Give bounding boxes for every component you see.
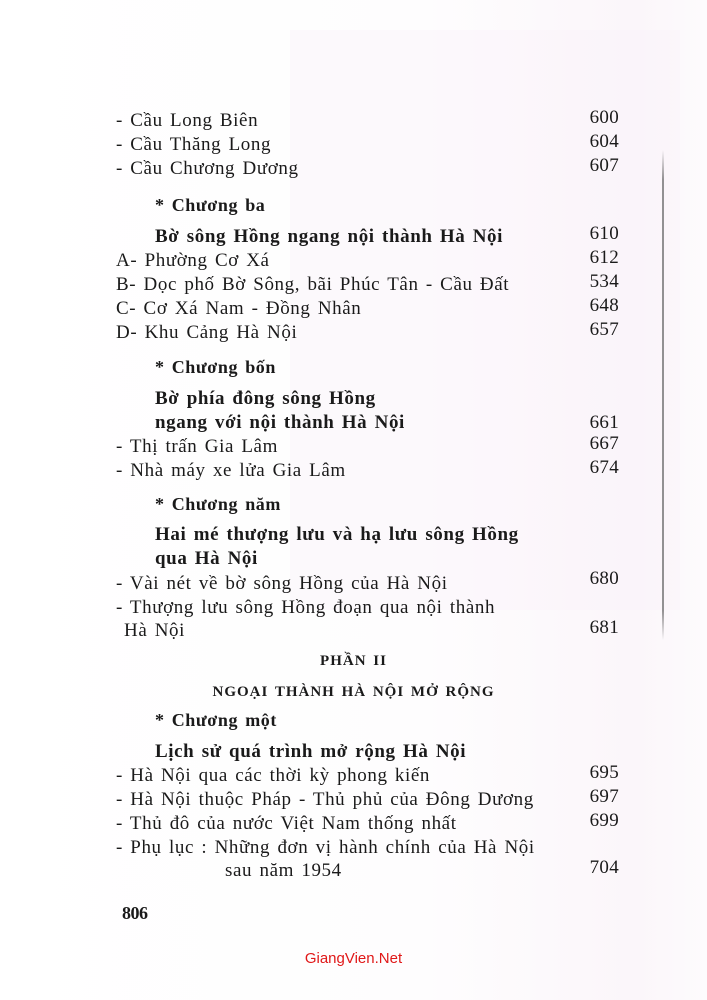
page-number: 806 bbox=[122, 903, 148, 923]
toc-entry-text: - Vài nét về bờ sông Hồng của Hà Nội bbox=[116, 573, 448, 594]
chapter-label: * Chương ba bbox=[155, 195, 266, 215]
toc-entry-text: - Cầu Chương Dương bbox=[116, 158, 299, 179]
toc-entry-text: - Hà Nội thuộc Pháp - Thủ phủ của Đông Dương bbox=[116, 789, 534, 810]
toc-entry-page: 667 bbox=[589, 433, 619, 454]
watermark-link[interactable]: GiangVien.Net bbox=[304, 950, 403, 967]
toc-entry-page: 604 bbox=[589, 131, 619, 152]
chapter-label: * Chương năm bbox=[155, 494, 281, 514]
toc-entry-text: - Thị trấn Gia Lâm bbox=[116, 436, 278, 457]
scan-bleed-through bbox=[290, 30, 680, 610]
toc-entry-page: 612 bbox=[589, 247, 619, 268]
toc-entry-page: 704 bbox=[589, 857, 619, 878]
toc-entry-text-line2: sau năm 1954 bbox=[225, 860, 342, 881]
chapter-title-page: 610 bbox=[589, 223, 619, 244]
toc-entry-text: - Nhà máy xe lửa Gia Lâm bbox=[116, 460, 346, 481]
chapter-title-line1: Bờ phía đông sông Hồng bbox=[155, 388, 376, 409]
toc-entry-page: 680 bbox=[589, 568, 619, 589]
toc-entry-text-line2: Hà Nội bbox=[124, 620, 186, 641]
chapter-title-line2: qua Hà Nội bbox=[155, 548, 258, 569]
chapter-label: * Chương một bbox=[155, 710, 277, 730]
toc-entry-text: D- Khu Cảng Hà Nội bbox=[116, 322, 298, 343]
toc-entry-page: 681 bbox=[589, 617, 619, 638]
toc-entry-text: A- Phường Cơ Xá bbox=[116, 250, 270, 271]
toc-entry-page: 674 bbox=[589, 457, 619, 478]
chapter-title-line2: ngang với nội thành Hà Nội bbox=[155, 412, 405, 433]
toc-entry-text: B- Dọc phố Bờ Sông, bãi Phúc Tân - Cầu Đất bbox=[116, 274, 510, 295]
toc-entry-text: - Hà Nội qua các thời kỳ phong kiến bbox=[116, 765, 431, 786]
toc-entry-page: 697 bbox=[589, 786, 619, 807]
toc-entry-text: - Thủ đô của nước Việt Nam thống nhất bbox=[116, 813, 457, 834]
toc-entry-text-line1: - Phụ lục : Những đơn vị hành chính của Hà Nội bbox=[116, 837, 535, 858]
chapter-title: Lịch sử quá trình mở rộng Hà Nội bbox=[155, 741, 467, 762]
chapter-title: Bờ sông Hồng ngang nội thành Hà Nội bbox=[155, 226, 504, 247]
toc-entry-page: 534 bbox=[589, 271, 619, 292]
toc-entry-text: C- Cơ Xá Nam - Đồng Nhân bbox=[116, 298, 362, 319]
toc-entry-page: 657 bbox=[589, 319, 619, 340]
toc-entry-text-line1: - Thượng lưu sông Hồng đoạn qua nội thành bbox=[116, 597, 496, 618]
chapter-label: * Chương bốn bbox=[155, 357, 277, 377]
toc-entry-page: 600 bbox=[589, 107, 619, 128]
toc-entry-text: - Cầu Long Biên bbox=[116, 110, 259, 131]
part-heading: PHẦN II bbox=[320, 653, 387, 669]
toc-entry-text: - Cầu Thăng Long bbox=[116, 134, 272, 155]
toc-entry-page: 607 bbox=[589, 155, 619, 176]
toc-entry-page: 648 bbox=[589, 295, 619, 316]
chapter-title-line1: Hai mé thượng lưu và hạ lưu sông Hồng bbox=[155, 524, 519, 545]
page-fold-edge bbox=[662, 150, 664, 640]
toc-entry-page: 695 bbox=[589, 762, 619, 783]
chapter-title-page: 661 bbox=[589, 412, 619, 433]
part-title: NGOẠI THÀNH HÀ NỘI MỞ RỘNG bbox=[212, 684, 495, 700]
toc-entry-page: 699 bbox=[589, 810, 619, 831]
